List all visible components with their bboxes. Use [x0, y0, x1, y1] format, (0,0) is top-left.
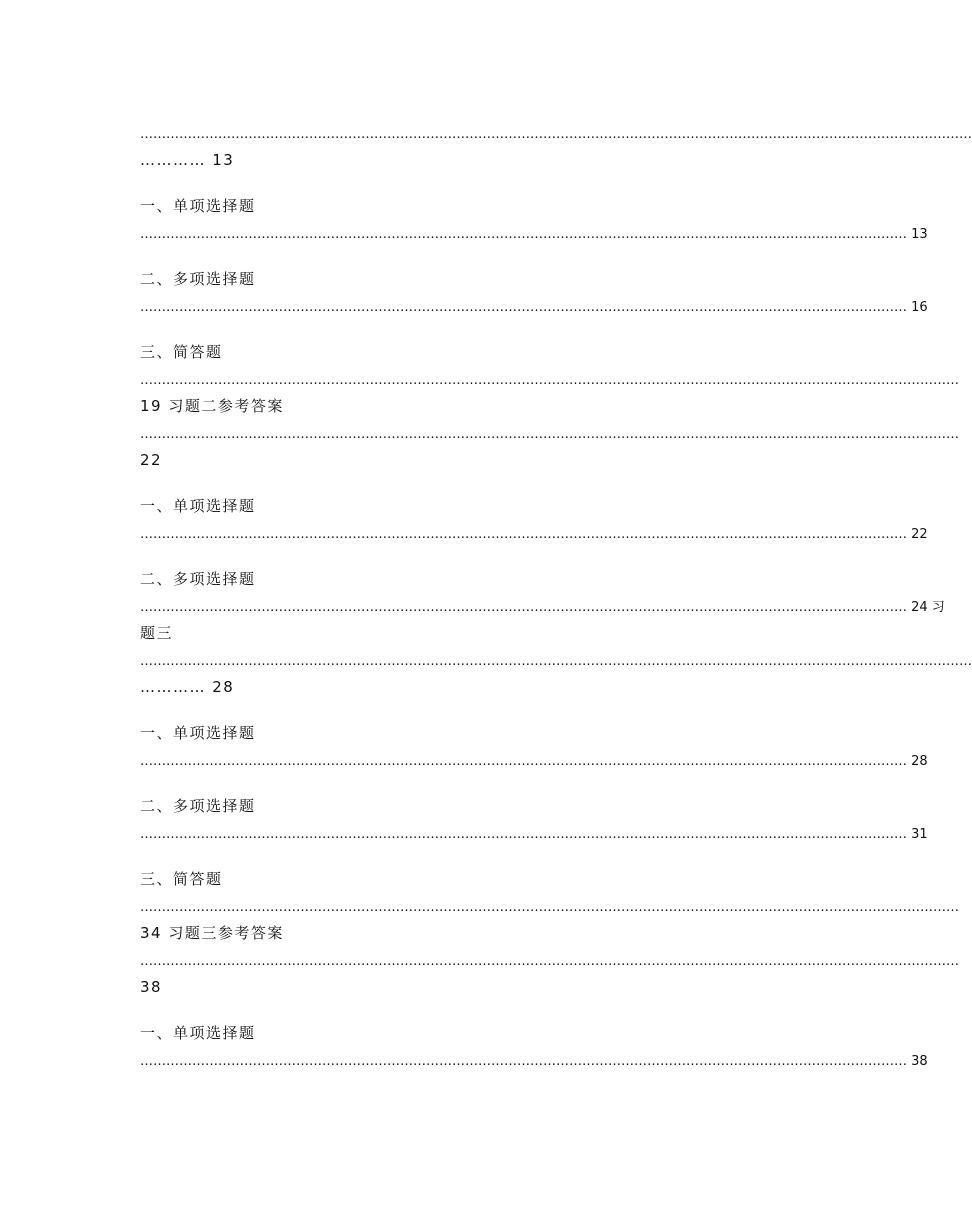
toc-line: ……………………………………………………………………………………………………………………………………………………………………… — [140, 427, 959, 442]
toc-line: …………………………………………………………………………………………………………………………………………………………… 28 — [140, 754, 928, 769]
toc-line: …………………………………………………………………………………………………………………………………………………………… 31 — [140, 827, 928, 842]
toc-line: ……………………………………………………………………………………………………………………………………………………………………… — [140, 373, 959, 388]
toc-line: …………………………………………………………………………………………………………………………………………………………… 24 习 — [140, 600, 945, 615]
toc-line: 38 — [140, 978, 163, 996]
toc-line: 三、简答题 — [140, 870, 223, 888]
toc-line: 二、多项选择题 — [140, 270, 256, 288]
toc-line: 二、多项选择题 — [140, 570, 256, 588]
toc-line: 题三 — [140, 624, 174, 642]
toc-line: ……………………………………………………………………………………………………………………………………………………………………… — [140, 954, 959, 969]
toc-line: ………… 28 — [140, 678, 235, 696]
toc-line: 34 习题三参考答案 — [140, 924, 284, 942]
toc-line: ………………………………………………………………………………………………………………………………………………………………………… — [140, 127, 972, 142]
toc-line: …………………………………………………………………………………………………………………………………………………………… 38 — [140, 1054, 928, 1069]
toc-line: ………… 13 — [140, 151, 235, 169]
toc-line: 一、单项选择题 — [140, 1024, 256, 1042]
toc-line: …………………………………………………………………………………………………………………………………………………………… 16 — [140, 300, 928, 315]
table-of-contents — [140, 120, 972, 1074]
toc-line: ……………………………………………………………………………………………………………………………………………………………………… — [140, 900, 959, 915]
toc-line: …………………………………………………………………………………………………………………………………………………………… 13 — [140, 227, 928, 242]
toc-line: …………………………………………………………………………………………………………………………………………………………… 22 — [140, 527, 928, 542]
toc-line: 一、单项选择题 — [140, 197, 256, 215]
toc-line: ………………………………………………………………………………………………………………………………………………………………………… — [140, 654, 972, 669]
toc-line: 19 习题二参考答案 — [140, 397, 284, 415]
toc-line: 一、单项选择题 — [140, 724, 256, 742]
toc-line: 二、多项选择题 — [140, 797, 256, 815]
toc-line: 一、单项选择题 — [140, 497, 256, 515]
toc-line: 22 — [140, 451, 163, 469]
toc-line: 三、简答题 — [140, 343, 223, 361]
